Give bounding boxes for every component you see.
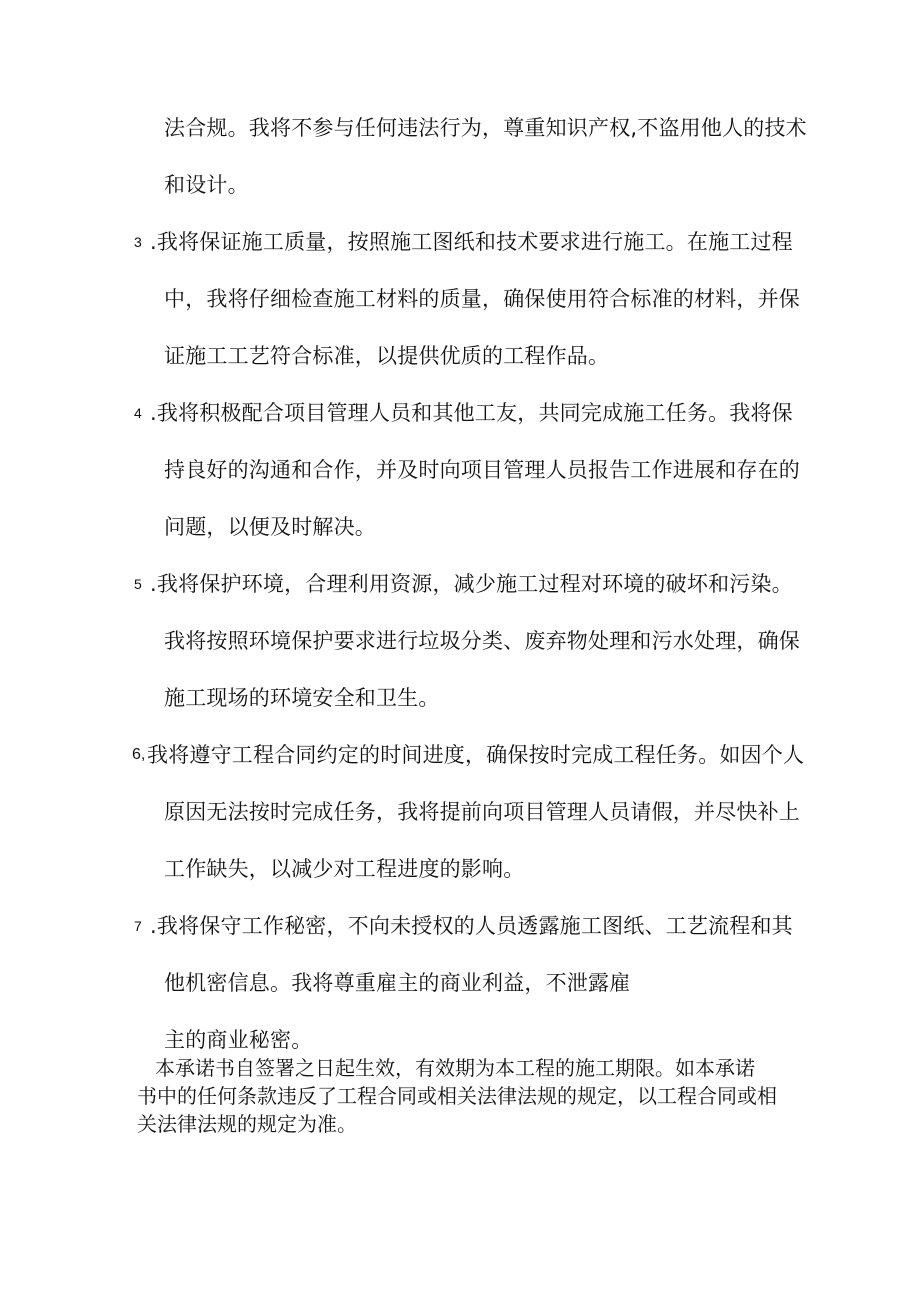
text-line: .我将积极配合项目管理人员和其他工友，共同完成施工任务。我将保	[150, 401, 793, 425]
text-line: 主的商业秘密。	[164, 1028, 313, 1052]
text-line: 我将按照环境保护要求进行垃圾分类、废弃物处理和污水处理，确保	[164, 629, 800, 653]
text-line: .我将保护环境，合理利用资源，减少施工过程对环境的破坏和污染。	[150, 572, 793, 596]
item-number: 7	[134, 918, 142, 934]
text-line: 本承诺书自签署之日起生效，有效期为本工程的施工期限。如本承诺	[155, 1056, 755, 1080]
text-line: 问题，以便及时解决。	[164, 515, 376, 539]
item-number: 4	[134, 405, 142, 421]
text-line: 他机密信息。我将尊重雇主的商业利益，不泄露雇	[164, 971, 631, 995]
item-number: 5	[134, 576, 142, 592]
text-line: 施工现场的环境安全和卫生。	[164, 686, 440, 710]
text-line: 法合规。我将不参与任何违法行为，尊重知识产权,不盗用他人的技术	[164, 116, 807, 140]
text-line: 我将遵守工程合同约定的时间进度，确保按时完成工程任务。如因个人	[147, 743, 805, 767]
text-line: 书中的任何条款违反了工程合同或相关法律法规的规定，以工程合同或相	[137, 1084, 777, 1108]
item-number: 6,	[132, 746, 146, 763]
text-line: .我将保守工作秘密，不向未授权的人员透露施工图纸、工艺流程和其	[150, 914, 793, 938]
item-number: 3	[134, 234, 142, 250]
text-line: 关法律法规的规定为准。	[137, 1112, 357, 1136]
text-line: 原因无法按时完成任务，我将提前向项目管理人员请假，并尽快补上	[164, 800, 800, 824]
text-line: 证施工工艺符合标准，以提供优质的工程作品。	[164, 344, 610, 368]
text-line: 工作缺失，以减少对工程进度的影响。	[164, 857, 525, 881]
text-line: .我将保证施工质量，按照施工图纸和技术要求进行施工。在施工过程	[150, 230, 793, 254]
text-line: 持良好的沟通和合作，并及时向项目管理人员报告工作进展和存在的	[164, 458, 800, 482]
text-line: 中，我将仔细检查施工材料的质量，确保使用符合标准的材料，并保	[164, 287, 800, 311]
text-line: 和设计。	[164, 173, 249, 197]
